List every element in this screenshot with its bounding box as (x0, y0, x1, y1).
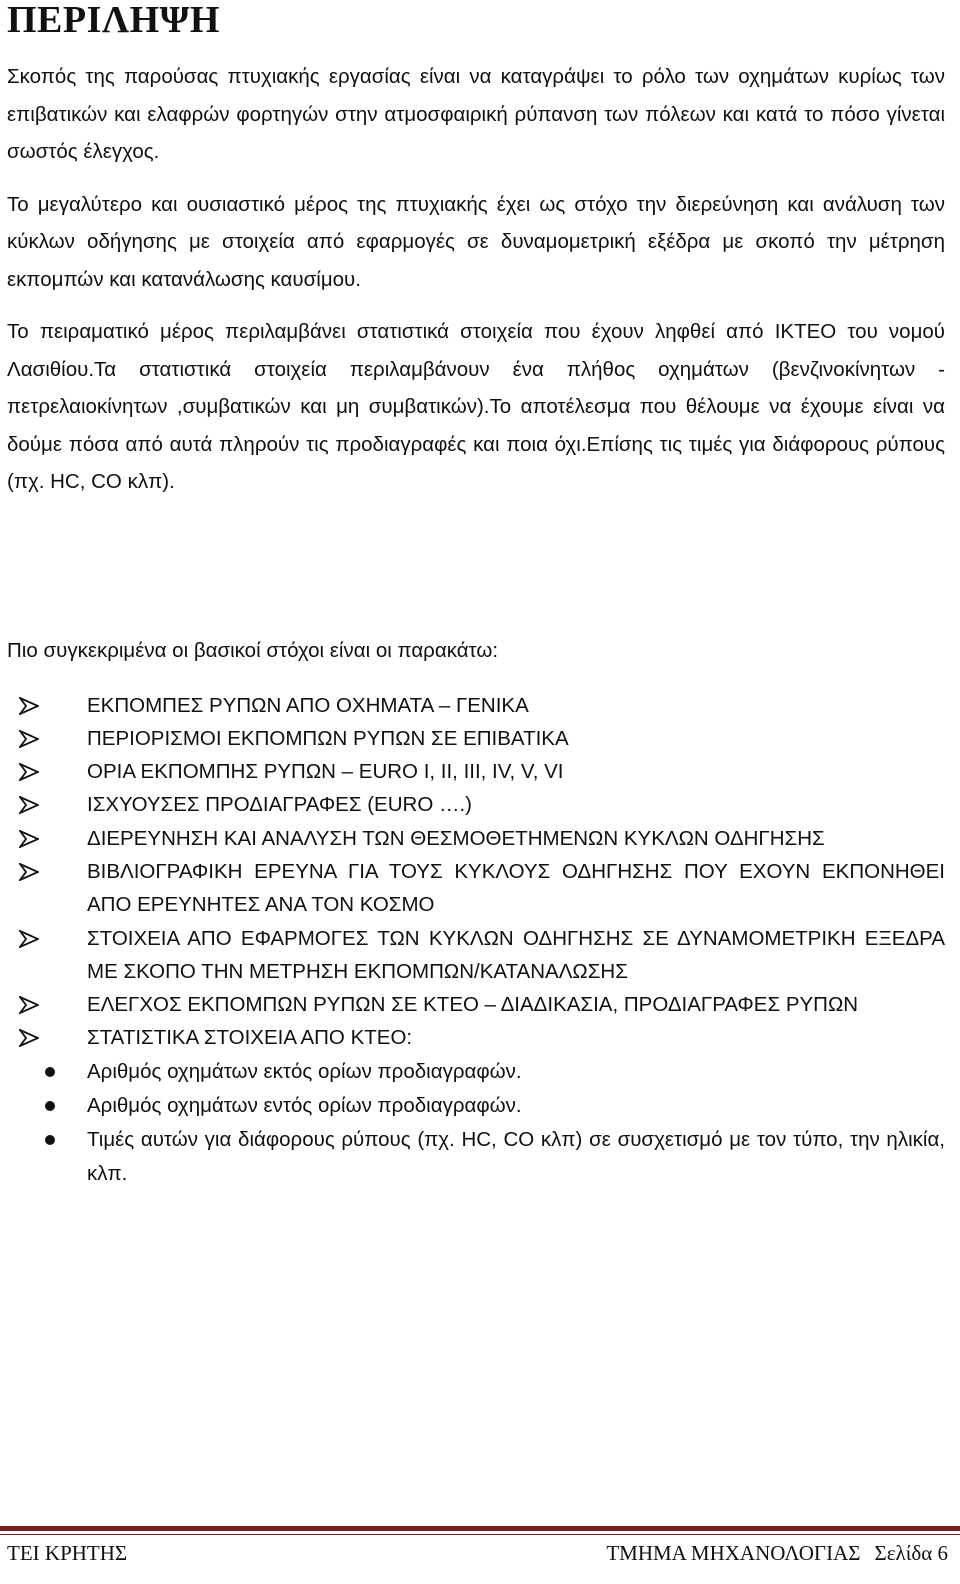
goal-text: ΔΙΕΡΕΥΝΗΣΗ ΚΑΙ ΑΝΑΛΥΣΗ ΤΩΝ ΘΕΣΜΟΘΕΤΗΜΕΝΩΝ ΚΥΚΛΩΝ ΟΔΗΓΗΣΗΣ (87, 826, 825, 850)
bullet-item (7, 1055, 945, 1089)
goals-list (7, 689, 945, 1055)
arrowhead-icon (19, 763, 39, 781)
goal-item (7, 855, 945, 922)
goal-item (7, 722, 945, 755)
filled-circle-icon (45, 1101, 55, 1111)
arrowhead-icon (19, 730, 39, 748)
filled-circle-icon (45, 1067, 55, 1077)
page-title: ΠΕΡΙΛΗΨΗ (7, 0, 220, 41)
arrowhead-icon (19, 796, 39, 814)
document-page (7, 0, 945, 1191)
footer-institution: ΤΕΙ ΚΡΗΤΗΣ (7, 1541, 128, 1565)
goal-text: ΕΚΠΟΜΠΕΣ ΡΥΠΩΝ ΑΠΟ ΟΧΗΜΑΤΑ – ΓΕΝΙΚΑ (87, 693, 529, 717)
paragraph-purpose: Σκοπός της παρούσας πτυχιακής εργασίας είναι να καταγράψει το ρόλο των οχημάτων κυρίως των επιβατικών και ελαφρών φορτηγών στην ατμοσφαιρική ρύπανση των πόλεων και κατά το πόσο γίνεται σωστός έλεγχος. (7, 65, 945, 163)
bullet-text: Αριθμός οχημάτων εντός ορίων προδιαγραφών. (87, 1093, 522, 1117)
footer-right (592, 1538, 948, 1568)
arrowhead-icon (19, 830, 39, 848)
goal-text: ΣΤΑΤΙΣΤΙΚΑ ΣΤΟΙΧΕΙΑ ΑΠΟ ΚΤΕΟ: (87, 1026, 413, 1050)
goal-item (7, 922, 945, 989)
bullet-text: Αριθμός οχημάτων εκτός ορίων προδιαγραφών. (87, 1059, 522, 1083)
bullet-item (7, 1089, 945, 1123)
bullet-item (7, 1123, 945, 1191)
goal-text: ΕΛΕΓΧΟΣ ΕΚΠΟΜΠΩΝ ΡΥΠΩΝ ΣΕ ΚΤΕΟ – ΔΙΑΔΙΚΑΣΙΑ, ΠΡΟΔΙΑΓΡΑΦΕΣ ΡΥΠΩΝ (87, 993, 859, 1017)
arrowhead-icon (19, 996, 39, 1014)
goal-item (7, 689, 945, 722)
goal-item (7, 822, 945, 855)
goals-intro: Πιο συγκεκριμένα οι βασικοί στόχοι είναι οι παρακάτω: (7, 638, 499, 662)
page-footer (0, 1526, 960, 1568)
statistics-bullet-list (7, 1055, 945, 1191)
goal-text: ΒΙΒΛΙΟΓΡΑΦΙΚΗ ΕΡΕΥΝΑ ΓΙΑ ΤΟΥΣ ΚΥΚΛΟΥΣ ΟΔΗΓΗΣΗΣ ΠΟΥ ΕΧΟΥΝ ΕΚΠΟΝΗΘΕΙ ΑΠΟ ΕΡΕΥΝΗΤΕΣ ΑΝΑ ΤΟΝ ΚΟΣΜΟ (87, 859, 945, 917)
arrowhead-icon (19, 930, 39, 948)
goal-item (7, 988, 945, 1021)
footer-text (0, 1538, 960, 1568)
goal-item (7, 1021, 945, 1054)
footer-department: ΤΜΗΜΑ ΜΗΧΑΝΟΛΟΓΙΑΣ (606, 1541, 861, 1565)
goal-item (7, 788, 945, 821)
paragraph-main-part: Το μεγαλύτερο και ουσιαστικό μέρος της πτυχιακής έχει ως στόχο την διερεύνηση και ανάλυση των κύκλων οδήγησης με στοιχεία από εφαρμογές σε δυναμομετρική εξέδρα με σκοπό την μέτρηση εκπομπών και κατανάλωσης καυσίμου. (7, 192, 945, 291)
arrowhead-icon (19, 863, 39, 881)
arrowhead-icon (19, 1029, 39, 1047)
goal-text: ΙΣΧΥΟΥΣΕΣ ΠΡΟΔΙΑΓΡΑΦΕΣ (EURO ….) (87, 793, 472, 817)
filled-circle-icon (45, 1135, 55, 1145)
goal-item (7, 755, 945, 788)
bullet-text: Τιμές αυτών για διάφορους ρύπους (πχ. HC, CO κλπ) σε συσχετισμό με τον τύπο, την ηλικία, κλπ. (87, 1127, 945, 1185)
arrowhead-icon (19, 697, 39, 715)
goal-text: ΟΡΙΑ ΕΚΠΟΜΠΗΣ ΡΥΠΩΝ – EURO I, II, III, IV, V, VI (87, 760, 564, 784)
footer-rule-thin (0, 1534, 960, 1535)
paragraph-experimental-part: Το πειραματικό μέρος περιλαμβάνει στατιστικά στοιχεία που έχουν ληφθεί από ΙΚΤΕΟ του νομού Λασιθίου.Τα στατιστικά στοιχεία περιλαμβάνουν ένα πλήθος οχημάτων (βενζινοκίνητων - πετρελαιοκίνητων ,συμβατικών και μη συμβατικών).Το αποτέλεσμα που θέλουμε να έχουμε είναι να δούμε πόσα από αυτά πληρούν τις προδιαγραφές και ποια όχι.Επίσης τις τιμές για διάφορους ρύπους (πχ. HC, CO κλπ). (7, 320, 945, 493)
footer-page-number: Σελίδα 6 (874, 1541, 948, 1565)
goal-text: ΣΤΟΙΧΕΙΑ ΑΠΟ ΕΦΑΡΜΟΓΕΣ ΤΩΝ ΚΥΚΛΩΝ ΟΔΗΓΗΣΗΣ ΣΕ ΔΥΝΑΜΟΜΕΤΡΙΚΗ ΕΞΕΔΡΑ ΜΕ ΣΚΟΠΟ ΤΗΝ ΜΕΤΡΗΣΗ ΕΚΠΟΜΠΩΝ/ΚΑΤΑΝΑΛΩΣΗΣ (87, 926, 945, 983)
goal-text: ΠΕΡΙΟΡΙΣΜΟΙ ΕΚΠΟΜΠΩΝ ΡΥΠΩΝ ΣΕ ΕΠΙΒΑΤΙΚΑ (87, 726, 569, 750)
footer-rule (0, 1526, 960, 1531)
